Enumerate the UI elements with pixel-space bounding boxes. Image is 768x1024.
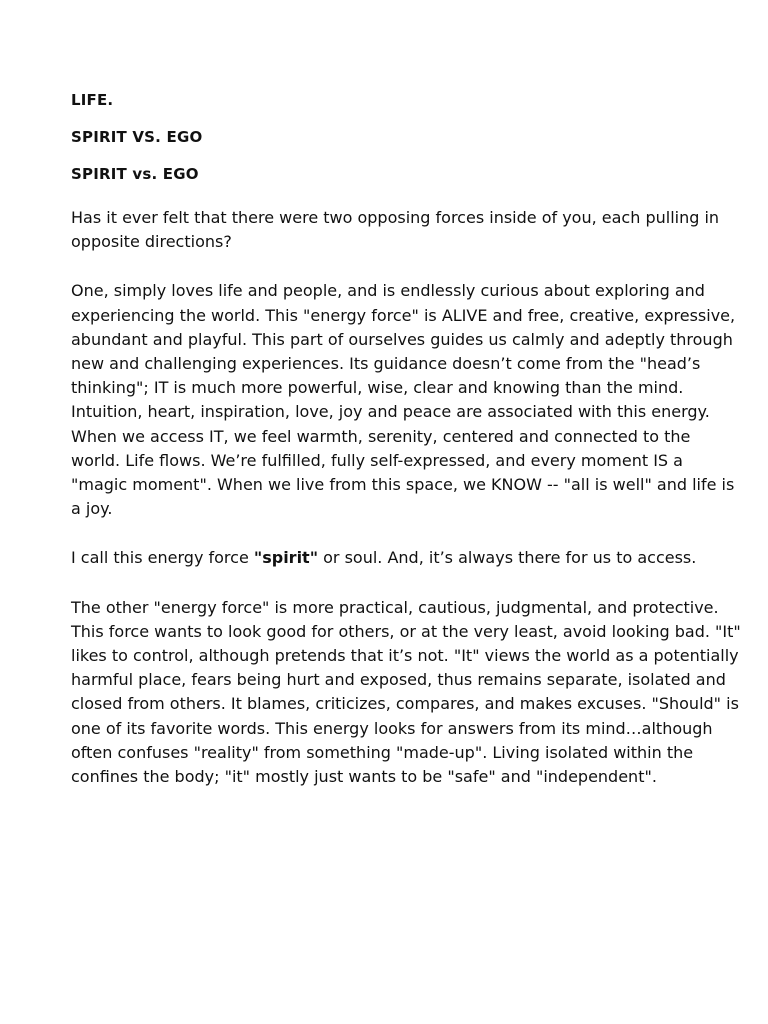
heading-spirit-vs-ego-upper: SPIRIT VS. EGO <box>71 128 203 146</box>
paragraph-spirit-name-after: or soul. And, it’s always there for us to access. <box>318 548 697 568</box>
paragraph-ego-description: The other "energy force" is more practical, cautious, judgmental, and protective. This force wants to look good for others, or at the very least, avoid looking bad. "It" likes to control, although pretends that it’s not. "It" views the world as a potentially harmful place, fears being hurt and exposed, thus remains separate, isolated and closed from others. It blames, criticizes, compares, and makes excuses. "Should" is one of its favorite words. This energy looks for answers from its mind…although often confuses "reality" from something "made-up". Living isolated within the confines the body; "it" mostly just wants to be "safe" and "independent". <box>71 597 741 787</box>
spirit-bold-word: "spirit" <box>253 548 319 568</box>
heading-spirit-vs-ego: SPIRIT vs. EGO <box>71 165 199 183</box>
paragraph-spirit-name-before: I call this energy force <box>71 548 254 568</box>
paragraph-spirit-description: One, simply loves life and people, and is endlessly curious about exploring and experiencing the world. This "energy force" is ALIVE and free, creative, expressive, abundant and playful. This part of ourselves guides us calmly and adeptly through new and challenging experiences. Its guidance doesn’t come from the "head’s thinking"; IT is much more powerful, wise, clear and knowing than the mind. Intuition, heart, inspiration, love, joy and peace are associated with this energy. When we access IT, we feel warmth, serenity, centered and connected to the world. Life flows. We’re fulfilled, fully self-expressed, and every moment IS a "magic moment". When we live from this space, we KNOW -- "all is well" and life is a joy. <box>71 281 736 519</box>
paragraph-intro: Has it ever felt that there were two opposing forces inside of you, each pulling in opposite directions? <box>71 208 720 252</box>
paragraph-spirit-name <box>71 546 741 570</box>
heading-life: LIFE. <box>71 91 114 109</box>
document-page <box>71 90 741 814</box>
